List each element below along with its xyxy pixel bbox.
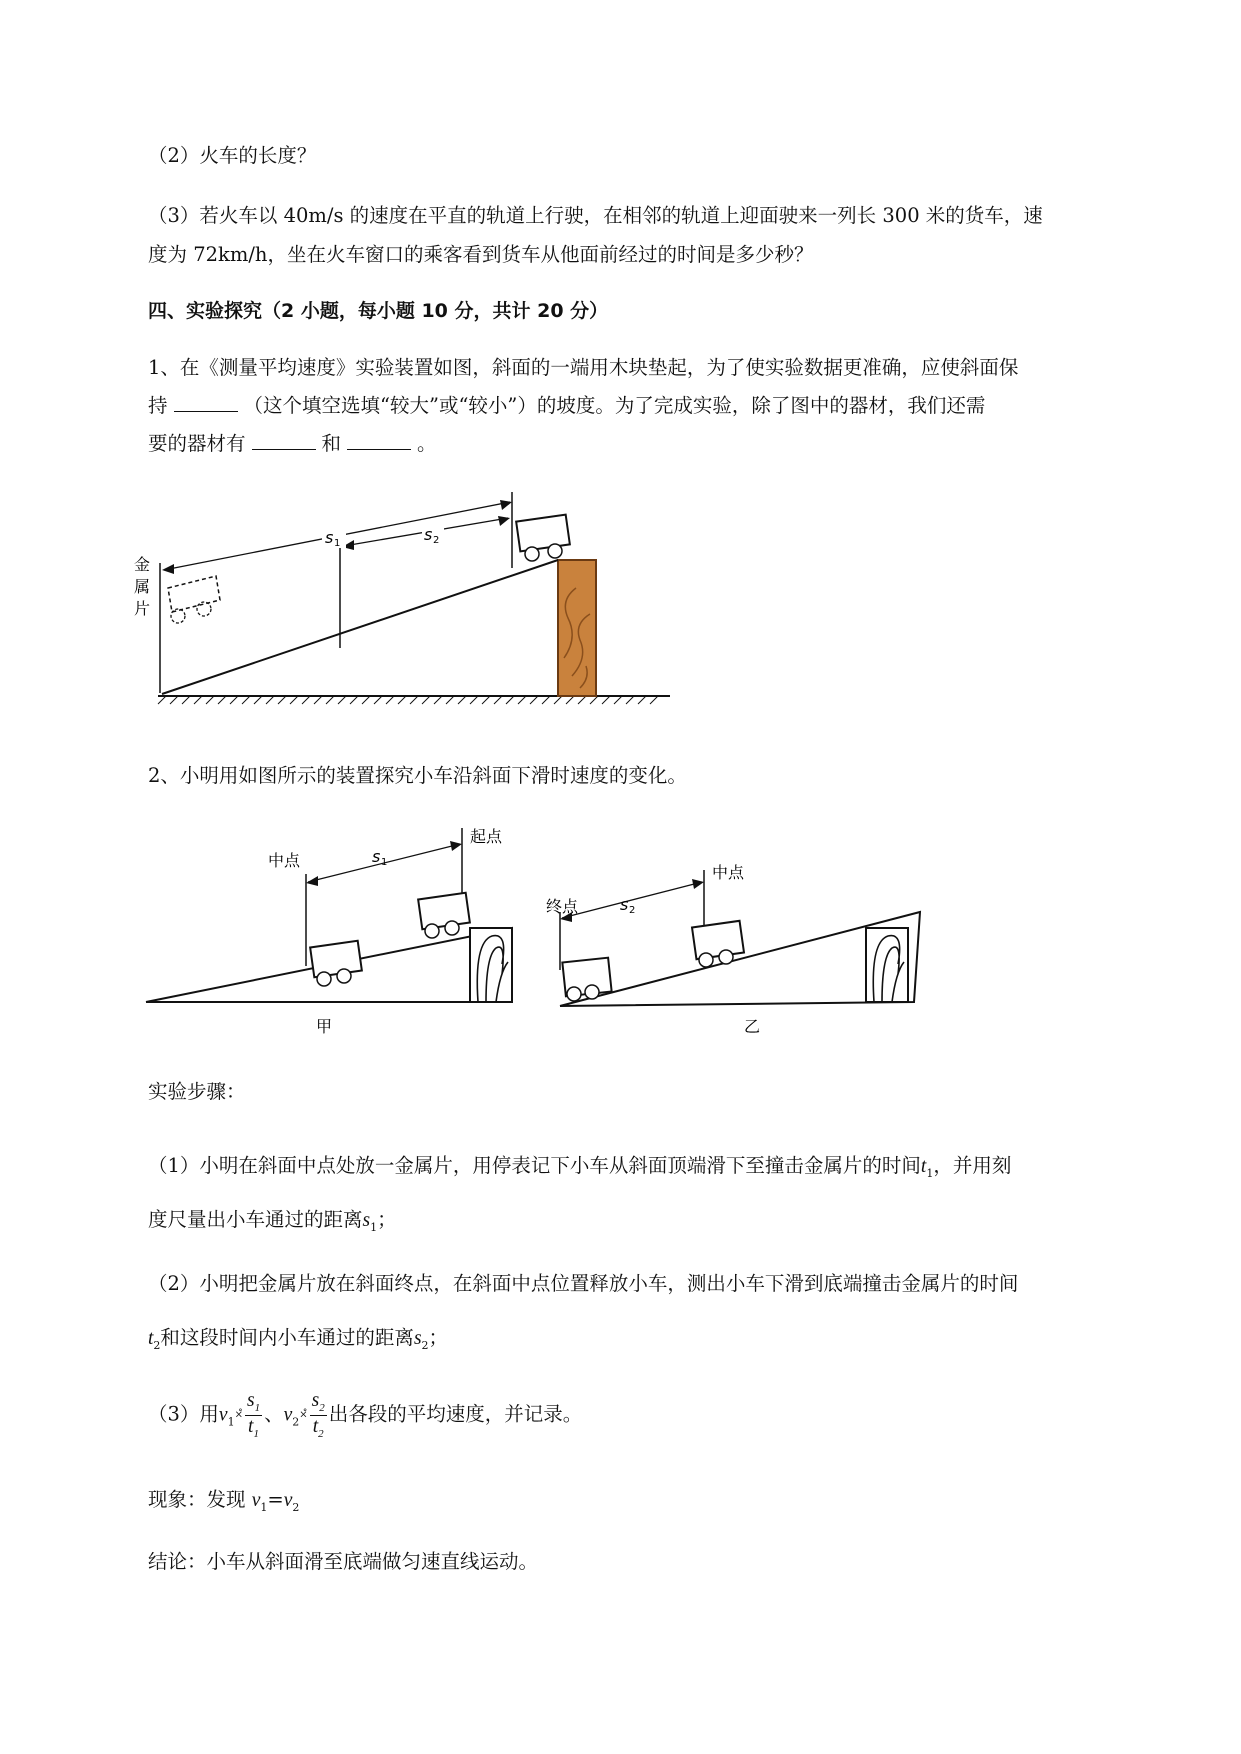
frac-den: t <box>312 1415 319 1437</box>
sub-2: 2 <box>292 1415 300 1429</box>
label-start-jia: 起点 <box>470 827 503 846</box>
eq-mark: ×̊ <box>234 1409 243 1421</box>
incline-figure-jia <box>140 816 540 1046</box>
s1-label: s <box>325 528 334 547</box>
step-2-line-1: （2）小明把金属片放在斜面终点，在斜面中点位置释放小车，测出小车下滑到底端撞击金属片的时间 <box>148 1272 1019 1295</box>
question-3-line-2: 度为 72km/h，坐在火车窗口的乘客看到货车从他面前经过的时间是多少秒？ <box>148 243 814 266</box>
symbol-v: v <box>251 1490 261 1511</box>
step-3-text: 出各段的平均速度，并记录。 <box>328 1402 583 1426</box>
s2-label: s <box>424 525 433 544</box>
s1-sub: 1 <box>334 538 341 549</box>
label-metal-3: 片 <box>134 599 151 618</box>
section-heading: 四、实验探究（2 小题，每小题 10 分，共计 20 分） <box>148 300 609 322</box>
answer-blank-1[interactable] <box>174 395 238 412</box>
phenomenon <box>148 1484 299 1514</box>
step-1-text: ，并用刻 <box>933 1154 1012 1177</box>
sub-2: 2 <box>318 1427 324 1440</box>
caption-yi: 乙 <box>744 1017 761 1036</box>
frac-den: t <box>248 1415 254 1437</box>
symbol-s: s <box>413 1328 422 1349</box>
step-1-text: ； <box>377 1208 397 1231</box>
question-2: （2）火车的长度？ <box>148 144 317 167</box>
incline-surface <box>162 560 558 694</box>
step-2-text: ； <box>428 1326 449 1349</box>
symbol-s: s <box>362 1210 371 1231</box>
sub-1: 1 <box>227 1415 235 1429</box>
step-3-text: （3）用 <box>148 1402 219 1426</box>
sub-1: 1 <box>254 1401 261 1414</box>
label-s2-sub-yi: 2 <box>629 905 636 916</box>
sub-2: 2 <box>421 1338 429 1352</box>
caption-jia: 甲 <box>316 1017 333 1036</box>
label-midpoint-jia: 中点 <box>268 851 301 870</box>
incline-figure-yi <box>548 860 938 1050</box>
symbol-t: t <box>148 1328 154 1349</box>
problem-1-line-1: 1、在《测量平均速度》实验装置如图，斜面的一端用木块垫起，为了使实验数据更准确，应使斜面保 <box>148 356 1019 379</box>
steps-label: 实验步骤： <box>148 1080 246 1103</box>
s2-sub: 2 <box>433 535 440 546</box>
answer-blank-2[interactable] <box>252 433 316 450</box>
problem-1-line-2 <box>148 390 985 418</box>
sub-2: 2 <box>292 1500 300 1514</box>
problem-2-intro: 2、小明用如图所示的装置探究小车沿斜面下滑时速度的变化。 <box>148 764 687 787</box>
problem-1-line-3 <box>148 428 437 456</box>
conclusion: 结论：小车从斜面滑至底端做匀速直线运动。 <box>148 1550 539 1573</box>
p1-text: 。 <box>417 432 437 455</box>
step-2-text: 和这段时间内小车通过的距离 <box>160 1326 414 1349</box>
wood-block <box>558 560 596 696</box>
sub-2: 2 <box>319 1401 325 1414</box>
phenomenon-text: 现象：发现 <box>148 1488 246 1511</box>
incline-figure-1 <box>134 488 680 716</box>
fraction-s1-t1 <box>245 1390 262 1440</box>
eq-mark: ×̊ <box>299 1409 308 1421</box>
step-1-text: 度尺量出小车通过的距离 <box>148 1208 363 1231</box>
label-end-yi: 终点 <box>546 897 579 916</box>
frac-num: s <box>311 1390 320 1411</box>
symbol-v: v <box>218 1404 228 1426</box>
label-s1-sub-jia: 1 <box>381 857 388 868</box>
sub-1: 1 <box>253 1427 259 1440</box>
step-2-line-2 <box>148 1322 448 1352</box>
fraction-s2-t2 <box>310 1390 327 1440</box>
cart-solid <box>516 515 570 561</box>
p1-text: 和 <box>321 432 342 455</box>
p1-text: （这个填空选填“较大”或“较小”）的坡度。为了完成实验，除了图中的器材，我们还需 <box>243 394 986 417</box>
symbol-t: t <box>920 1156 927 1177</box>
label-s1-jia: s <box>372 847 381 866</box>
label-s2-yi: s <box>620 895 629 914</box>
symbol-v: v <box>283 1490 293 1511</box>
sub-1: 1 <box>260 1500 268 1514</box>
sub-1: 1 <box>370 1220 378 1234</box>
sub-2: 2 <box>153 1338 161 1352</box>
label-metal-2: 属 <box>134 577 151 596</box>
question-3-line-1: （3）若火车以 40m/s 的速度在平直的轨道上行驶，在相邻的轨道上迎面驶来一列长 300 米的货车，速 <box>148 204 1043 227</box>
equals-sign: = <box>267 1488 284 1511</box>
step-3 <box>148 1390 582 1440</box>
symbol-v: v <box>283 1404 293 1426</box>
sub-1: 1 <box>926 1166 934 1180</box>
answer-blank-3[interactable] <box>347 433 411 450</box>
frac-num: s <box>246 1390 255 1411</box>
cart-dashed <box>168 576 220 612</box>
label-metal-1: 金 <box>134 555 151 574</box>
step-3-text: 、 <box>264 1402 284 1426</box>
step-1-text: （1）小明在斜面中点处放一金属片，用停表记下小车从斜面顶端滑下至撞击金属片的时间 <box>148 1154 921 1177</box>
p1-text: 要的器材有 <box>148 432 246 455</box>
step-1-line-2 <box>148 1204 397 1234</box>
step-1-line-1 <box>148 1150 1011 1180</box>
label-midpoint-yi: 中点 <box>712 863 745 882</box>
p1-text: 持 <box>148 394 168 417</box>
